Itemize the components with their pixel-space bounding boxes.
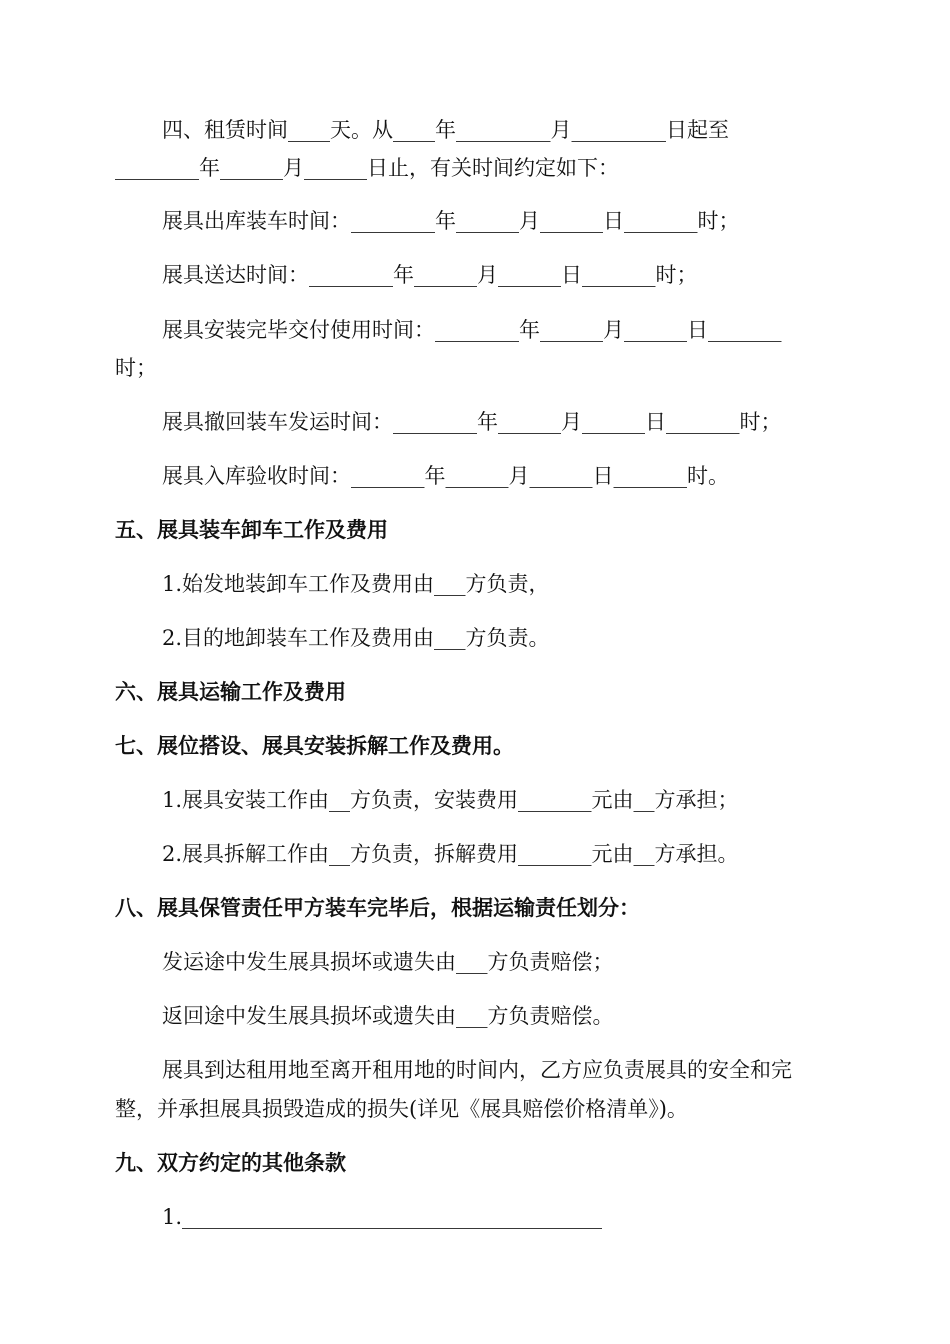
- clause-7-2: 2.展具拆解工作由__方负责，拆解费用_______元由__方承担。: [162, 842, 739, 866]
- installation-complete-time: 展具安装完毕交付使用时间：________年______月______日_______: [162, 318, 782, 342]
- clause-8-return: 返回途中发生展具损坏或遗失由___方负责赔偿。: [162, 1004, 614, 1028]
- inbound-check-time: 展具入库验收时间：_______年______月______日_______时。: [162, 464, 729, 488]
- section-heading-9: 九、双方约定的其他条款: [115, 1151, 346, 1175]
- lease-period-line-cont: ________年______月______日止，有关时间约定如下：: [115, 156, 619, 180]
- clause-5-2: 2.目的地卸装车工作及费用由___方负责。: [162, 626, 550, 650]
- lease-period-line: 四、租赁时间____天。从____年_________月_________日起至: [162, 118, 729, 142]
- delivery-time: 展具送达时间：________年______月______日_______时；: [162, 263, 698, 287]
- section-heading-8: 八、展具保管责任甲方装车完毕后，根据运输责任划分：: [115, 896, 640, 920]
- clause-8-custody: 展具到达租用地至离开租用地的时间内，乙方应负责展具的安全和完: [162, 1058, 792, 1082]
- clause-8-custody-cont: 整，并承担展具损毁造成的损失(详见《展具赔偿价格清单》)。: [115, 1097, 688, 1121]
- return-loading-time: 展具撤回装车发运时间：________年______月______日_______时；: [162, 410, 782, 434]
- clause-8-outbound: 发运途中发生展具损坏或遗失由___方负责赔偿；: [162, 950, 614, 974]
- clause-5-1: 1.始发地装卸车工作及费用由___方负责，: [162, 572, 550, 596]
- clause-9-1: 1.________________________________________: [162, 1205, 603, 1229]
- section-heading-7: 七、展位搭设、展具安装拆解工作及费用。: [115, 734, 514, 758]
- section-heading-6: 六、展具运输工作及费用: [115, 680, 346, 704]
- clause-7-1: 1.展具安装工作由__方负责，安装费用_______元由__方承担；: [162, 788, 739, 812]
- outbound-loading-time: 展具出库装车时间：________年______月______日_______时；: [162, 209, 740, 233]
- section-heading-5: 五、展具装车卸车工作及费用: [115, 518, 388, 542]
- installation-complete-time-cont: 时；: [115, 356, 157, 380]
